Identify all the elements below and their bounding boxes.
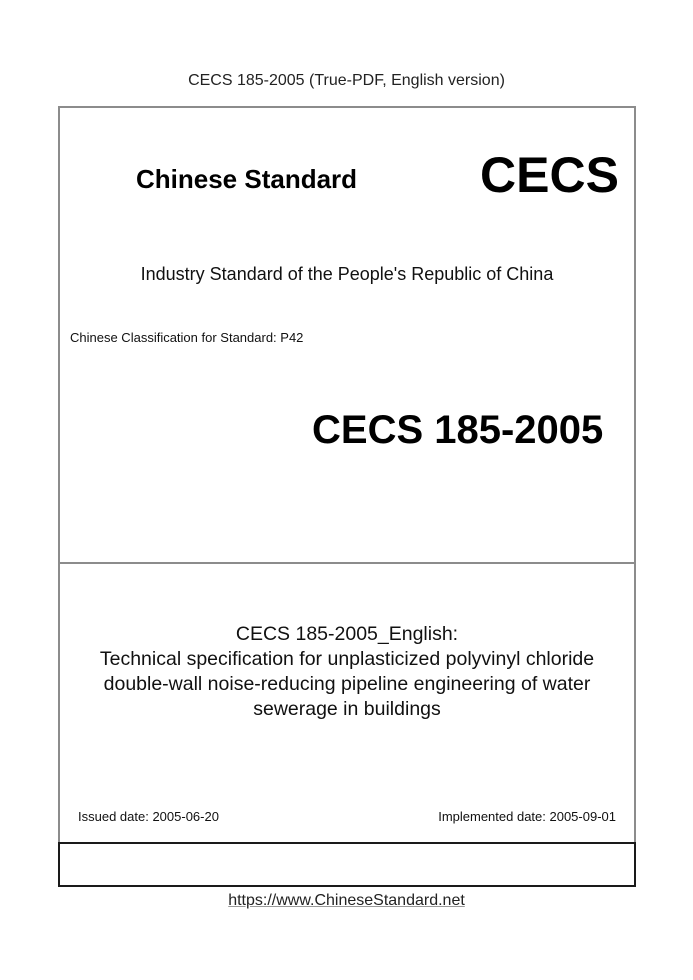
document-title <box>60 622 634 722</box>
issued-date: Issued date: 2005-06-20 <box>78 809 219 824</box>
document-title-line: CECS 185-2005_English: <box>235 623 459 645</box>
website-link[interactable]: https://www.ChineseStandard.net <box>228 892 465 909</box>
chinese-standard-label: Chinese Standard <box>136 164 358 194</box>
footer-empty-box <box>58 842 636 887</box>
industry-standard-heading: Industry Standard of the People's Republic of China <box>140 264 554 284</box>
cecs-brand-mark: CECS <box>480 147 619 203</box>
cover-frame <box>58 106 636 843</box>
implemented-date: Implemented date: 2005-09-01 <box>438 809 616 824</box>
page-header-title: CECS 185-2005 (True-PDF, English version) <box>188 72 505 89</box>
document-title-line: Technical specification for unplasticized polyvinyl chloride <box>99 648 595 670</box>
classification-code: Chinese Classification for Standard: P42 <box>70 330 304 345</box>
cover-top-section <box>60 108 634 564</box>
cover-bottom-section <box>60 564 634 843</box>
document-title-line: sewerage in buildings <box>253 698 441 720</box>
standard-number: CECS 185-2005 <box>312 408 604 452</box>
document-title-line: double-wall noise-reducing pipeline engineering of water <box>103 673 591 695</box>
